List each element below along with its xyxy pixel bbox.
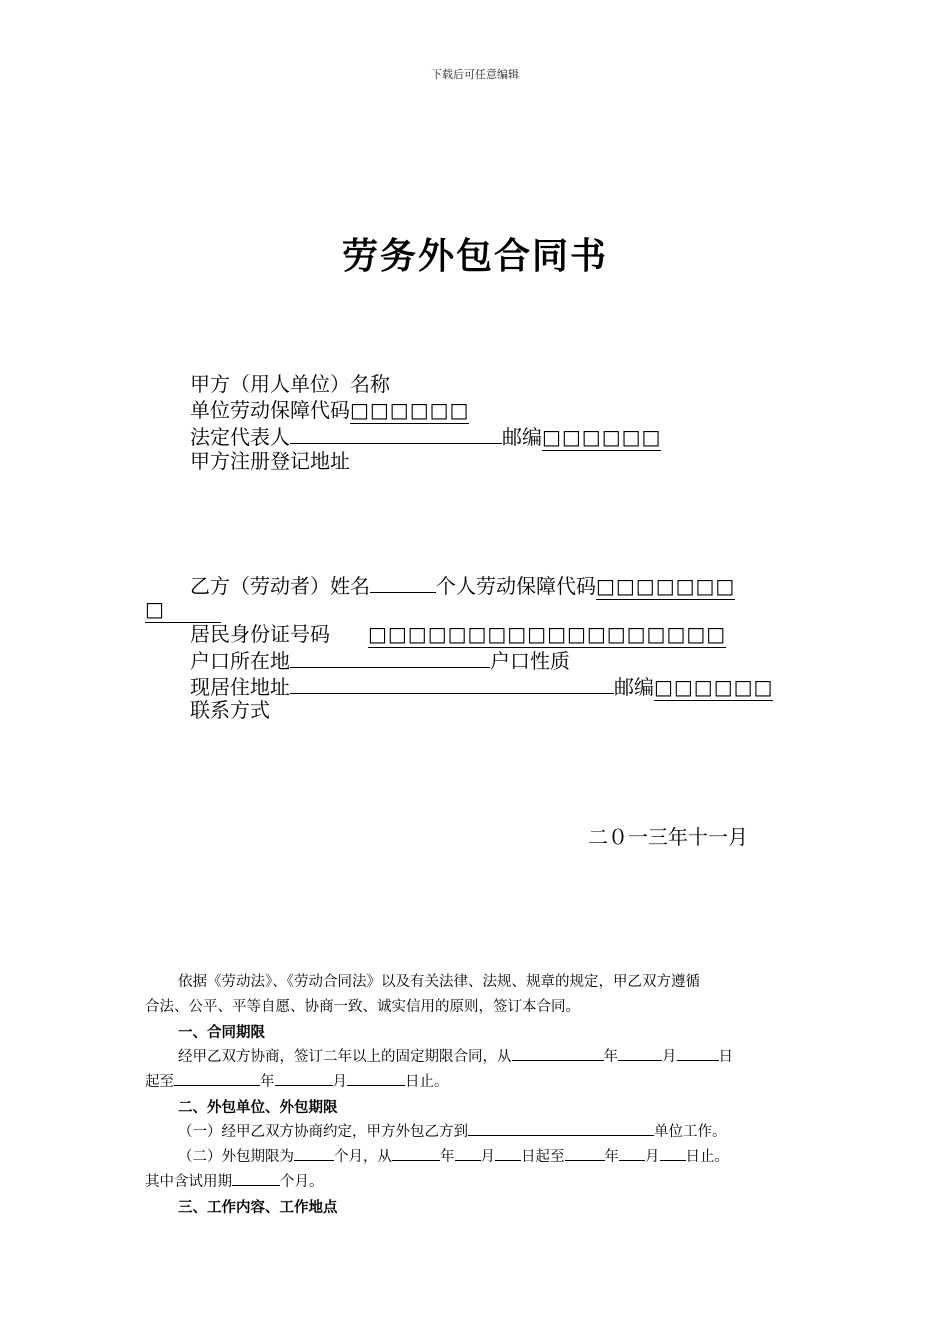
- party-a-code-boxes[interactable]: □□□□□□: [350, 398, 470, 422]
- party-b-hukou-type-label: 户口性质: [490, 649, 570, 673]
- party-b-name-line: [190, 572, 735, 600]
- s2-end-year-field[interactable]: [565, 1145, 605, 1161]
- party-b-code-boxes-cont[interactable]: □: [145, 597, 221, 623]
- s1-start-month-field[interactable]: [618, 1045, 662, 1061]
- s1-start-year-field[interactable]: [512, 1045, 604, 1061]
- s1-start-day-field[interactable]: [677, 1045, 719, 1061]
- page-header-note: 下载后可任意编辑: [431, 68, 519, 81]
- section-3-title: 三、工作内容、工作地点: [178, 1199, 338, 1216]
- party-b-contact-label: 联系方式: [190, 698, 270, 722]
- party-b-name-label: 乙方（劳动者）姓名: [190, 574, 370, 598]
- s1-day-label: 日: [718, 1049, 733, 1065]
- s2-p1-text: （一）经甲乙双方协商约定，甲方外包乙方到: [178, 1124, 468, 1140]
- s2-end-year-label: 年: [604, 1149, 619, 1165]
- section-2-para-1: [178, 1120, 727, 1145]
- party-b-code-label: 个人劳动保障代码: [436, 574, 596, 598]
- s1-end-day-field[interactable]: [347, 1070, 405, 1086]
- s2-unit-field[interactable]: [468, 1120, 654, 1136]
- s2-p2-from-label: 个月，从: [334, 1149, 392, 1165]
- s2-end-month-label: 月: [645, 1149, 660, 1165]
- party-a-address-label: 甲方注册登记地址: [190, 449, 350, 473]
- party-a-rep-label: 法定代表人: [190, 425, 290, 449]
- party-a-address-line: [190, 449, 350, 474]
- s1-year-label: 年: [603, 1049, 618, 1065]
- party-a-name-line: [190, 372, 390, 397]
- s2-probation-unit: 个月。: [280, 1174, 324, 1190]
- intro-line-2: 合法、公平、平等自愿、协商一致、诚实信用的原则，签订本合同。: [145, 999, 580, 1015]
- s1-end-month-label: 月: [332, 1074, 347, 1090]
- party-b-code-continued: [145, 597, 221, 623]
- party-b-code-boxes[interactable]: □□□□□□□: [596, 574, 736, 598]
- party-b-residence-field[interactable]: [290, 673, 614, 694]
- s2-start-year-field[interactable]: [392, 1145, 440, 1161]
- party-a-name-label: 甲方（用人单位）名称: [190, 372, 390, 396]
- s1-month-label: 月: [662, 1049, 677, 1065]
- s1-until-label: 起至: [145, 1074, 174, 1090]
- s2-p2-text: （二）外包期限为: [178, 1149, 294, 1165]
- s2-year-label: 年: [440, 1149, 455, 1165]
- section-2-para-3: [145, 1170, 324, 1195]
- party-b-residence-label: 现居住地址: [190, 675, 290, 699]
- party-b-id-line: [190, 622, 726, 648]
- s1-end-day-label: 日止。: [405, 1074, 449, 1090]
- s2-start-day-field[interactable]: [495, 1145, 521, 1161]
- party-b-id-label: 居民身份证号码: [190, 622, 330, 646]
- party-b-id-boxes[interactable]: □□□□□□□□□□□□□□□□□□: [368, 622, 727, 646]
- s2-from-label: 日起至: [521, 1149, 565, 1165]
- section-1-para-2: [145, 1070, 449, 1095]
- s2-end-month-field[interactable]: [619, 1145, 645, 1161]
- party-b-postcode-boxes[interactable]: □□□□□□: [654, 675, 774, 699]
- party-a-rep-field[interactable]: [290, 423, 502, 444]
- section-2-para-2: [178, 1145, 729, 1170]
- party-b-postcode-label: 邮编: [614, 675, 654, 699]
- s2-start-month-field[interactable]: [455, 1145, 481, 1161]
- party-a-code-line: [190, 398, 469, 424]
- contract-date: 二０一三年十一月: [588, 825, 748, 849]
- section-2-title: 二、外包单位、外包期限: [178, 1099, 338, 1116]
- s2-p1-text-end: 单位工作。: [654, 1124, 727, 1140]
- party-b-name-field[interactable]: [370, 572, 436, 593]
- s1-end-year-field[interactable]: [174, 1070, 260, 1086]
- party-b-hukou-label: 户口所在地: [190, 649, 290, 673]
- intro-line-1: 依据《劳动法》、《劳动合同法》以及有关法律、法规、规章的规定，甲乙双方遵循: [178, 974, 700, 990]
- section-1-title: 一、合同期限: [178, 1024, 265, 1041]
- s2-probation-label: 其中含试用期: [145, 1174, 232, 1190]
- s1-end-year-label: 年: [260, 1074, 275, 1090]
- party-a-postcode-label: 邮编: [502, 425, 542, 449]
- s2-end-day-field[interactable]: [660, 1145, 686, 1161]
- party-b-hukou-field[interactable]: [290, 647, 490, 668]
- s2-end-day-label: 日止。: [685, 1149, 729, 1165]
- s1-end-month-field[interactable]: [275, 1070, 333, 1086]
- s2-probation-field[interactable]: [232, 1170, 280, 1186]
- party-a-rep-line: [190, 423, 661, 451]
- party-a-code-label: 单位劳动保障代码: [190, 398, 350, 422]
- section-1-para-1: [178, 1045, 733, 1070]
- party-b-contact-line: [190, 698, 270, 723]
- document-title: 劳务外包合同书: [341, 235, 608, 277]
- party-a-postcode-boxes[interactable]: □□□□□□: [542, 425, 662, 449]
- s1-text: 经甲乙双方协商，签订二年以上的固定期限合同，从: [178, 1049, 512, 1065]
- party-b-residence-line: [190, 673, 773, 701]
- party-b-hukou-line: [190, 647, 570, 674]
- s2-month-label: 月: [480, 1149, 495, 1165]
- s2-months-field[interactable]: [294, 1145, 334, 1161]
